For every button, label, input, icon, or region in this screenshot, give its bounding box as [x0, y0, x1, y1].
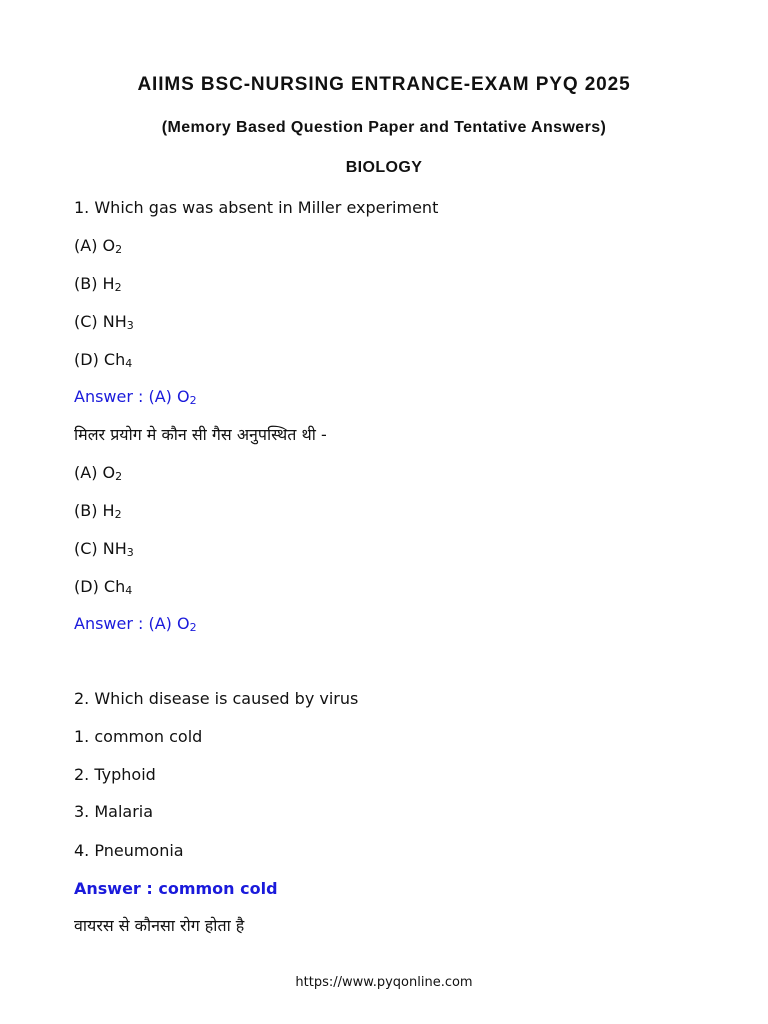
- option-prefix: (A): [74, 236, 103, 255]
- q1-option-c: [74, 312, 134, 332]
- page-subtitle: (Memory Based Question Paper and Tentative Answers): [161, 119, 607, 136]
- option-prefix: (D): [74, 350, 104, 369]
- option-subscript: 3: [126, 546, 134, 559]
- q1-hindi-option-b: [74, 501, 122, 521]
- question-1-hindi-text: मिलर प्रयोग मे कौन सी गैस अनुपस्थित थी -: [74, 425, 327, 444]
- q1-option-a: [74, 236, 122, 256]
- answer-prefix: Answer : (A): [74, 387, 178, 406]
- answer-formula: O: [177, 614, 190, 633]
- option-formula: NH: [102, 312, 127, 331]
- option-formula: Ch: [103, 350, 126, 369]
- option-prefix: (D): [74, 577, 104, 596]
- footer-url: https://www.pyqonline.com: [295, 975, 473, 990]
- q1-hindi-answer: [74, 614, 197, 634]
- option-formula: H: [102, 501, 115, 520]
- page-title: AIIMS BSC-NURSING ENTRANCE-EXAM PYQ 2025: [137, 74, 631, 95]
- q2-option-1: 1. common cold: [74, 727, 203, 746]
- answer-subscript: 2: [189, 394, 197, 407]
- q1-hindi-option-c: [74, 539, 134, 559]
- q2-option-4: 4. Pneumonia: [74, 841, 184, 860]
- q1-option-b: [74, 274, 122, 294]
- answer-formula: O: [177, 387, 190, 406]
- option-subscript: 2: [114, 281, 122, 294]
- answer-subscript: 2: [189, 621, 197, 634]
- question-2-hindi-text: वायरस से कौनसा रोग होता है: [74, 916, 245, 935]
- option-formula: H: [102, 274, 115, 293]
- option-prefix: (C): [74, 539, 103, 558]
- option-subscript: 2: [114, 508, 122, 521]
- question-1-text: 1. Which gas was absent in Miller experiment: [74, 198, 439, 217]
- option-formula: O: [102, 236, 116, 255]
- q2-answer: Answer : common cold: [74, 879, 278, 898]
- option-subscript: 4: [125, 584, 133, 597]
- option-formula: O: [102, 463, 116, 482]
- option-subscript: 2: [115, 243, 123, 256]
- q2-option-3: 3. Malaria: [74, 802, 154, 821]
- option-prefix: (C): [74, 312, 103, 331]
- option-prefix: (B): [74, 501, 103, 520]
- option-prefix: (A): [74, 463, 103, 482]
- option-formula: NH: [102, 539, 127, 558]
- q1-hindi-option-d: [74, 577, 132, 597]
- option-subscript: 2: [115, 470, 123, 483]
- option-subscript: 3: [126, 319, 134, 332]
- question-2-text: 2. Which disease is caused by virus: [74, 689, 359, 708]
- answer-prefix: Answer : (A): [74, 614, 178, 633]
- section-heading: BIOLOGY: [345, 159, 423, 176]
- q2-option-2: 2. Typhoid: [74, 765, 156, 784]
- option-prefix: (B): [74, 274, 103, 293]
- q1-answer: [74, 387, 197, 407]
- q1-option-d: [74, 350, 132, 370]
- option-subscript: 4: [125, 357, 133, 370]
- option-formula: Ch: [103, 577, 126, 596]
- q1-hindi-option-a: [74, 463, 122, 483]
